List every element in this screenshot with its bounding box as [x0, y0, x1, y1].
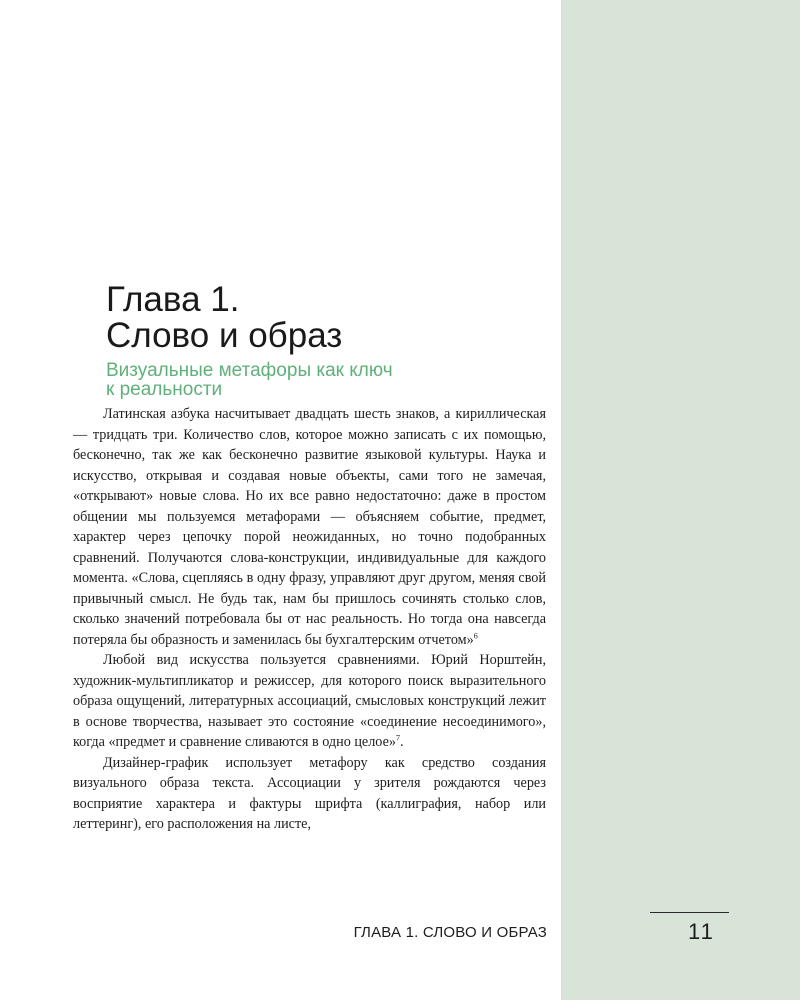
chapter-title-line-1: Глава 1.	[106, 280, 240, 319]
footnote-ref-7[interactable]: 7	[395, 733, 400, 743]
page-number: 11	[688, 919, 715, 944]
chapter-title	[106, 282, 342, 354]
paragraph-2-end: .	[399, 734, 404, 750]
paragraph-3-text: Дизайнер-график использует метафору как средство создания визуального образа текста. Ассоциации у зрителя рождаются через восприятие характера и фактуры шрифта (каллиграфия, набор или леттеринг), его расположения на листе,	[73, 754, 546, 832]
paragraph-1	[73, 404, 546, 650]
chapter-subtitle-line-1: Визуальные метафоры как ключ	[106, 360, 393, 381]
running-head: ГЛАВА 1. СЛОВО И ОБРАЗ	[353, 924, 547, 941]
side-color-band	[561, 0, 800, 1000]
paragraph-1-text: Латинская азбука насчитывает двадцать шесть знаков, а кириллическая — тридцать три. Количество слов, которое можно записать с их помощью, бесконечно, так же как бесконечно развитие языковой культуры. Наука и искусство, открывая и создавая новые объекты, сами того не замечая, «открывают» новые слова. Но их все равно недостаточно: даже в простом общении мы пользуемся метафорами — объясняем событие, предмет, характер через цепочку порой неожиданных, но точно подобранных сравнений. Получаются слова-конструкции, индивидуальные для каждого момента. «Слова, сцепляясь в одну фразу, управляют друг другом, меняя свой привычный смысл. Не будь так, нам бы пришлось сочинять столько слов, сколько значений потребовала бы от нас реальность. Но тогда она навсегда потеряла бы образность и заменилась бы бухгалтерским отчетом»	[73, 406, 546, 648]
footnote-ref-6[interactable]: 6	[473, 630, 478, 640]
footer-rule	[650, 912, 729, 913]
chapter-subtitle	[106, 361, 393, 399]
chapter-subtitle-line-2: к реальности	[106, 379, 223, 400]
body-text	[73, 404, 546, 835]
paragraph-2	[73, 650, 546, 753]
chapter-title-line-2: Слово и образ	[106, 316, 343, 355]
paragraph-3	[73, 753, 546, 835]
paragraph-2-text: Любой вид искусства пользуется сравнениями. Юрий Норштейн, художник-мультипликатор и режиссер, для которого поиск выразительного образа ощущений, литературных ассоциаций, смысловых конструкций лежит в основе творчества, называет это состояние «соединение несоединимого», когда «предмет и сравнение сливаются в одно целое»	[73, 652, 546, 750]
